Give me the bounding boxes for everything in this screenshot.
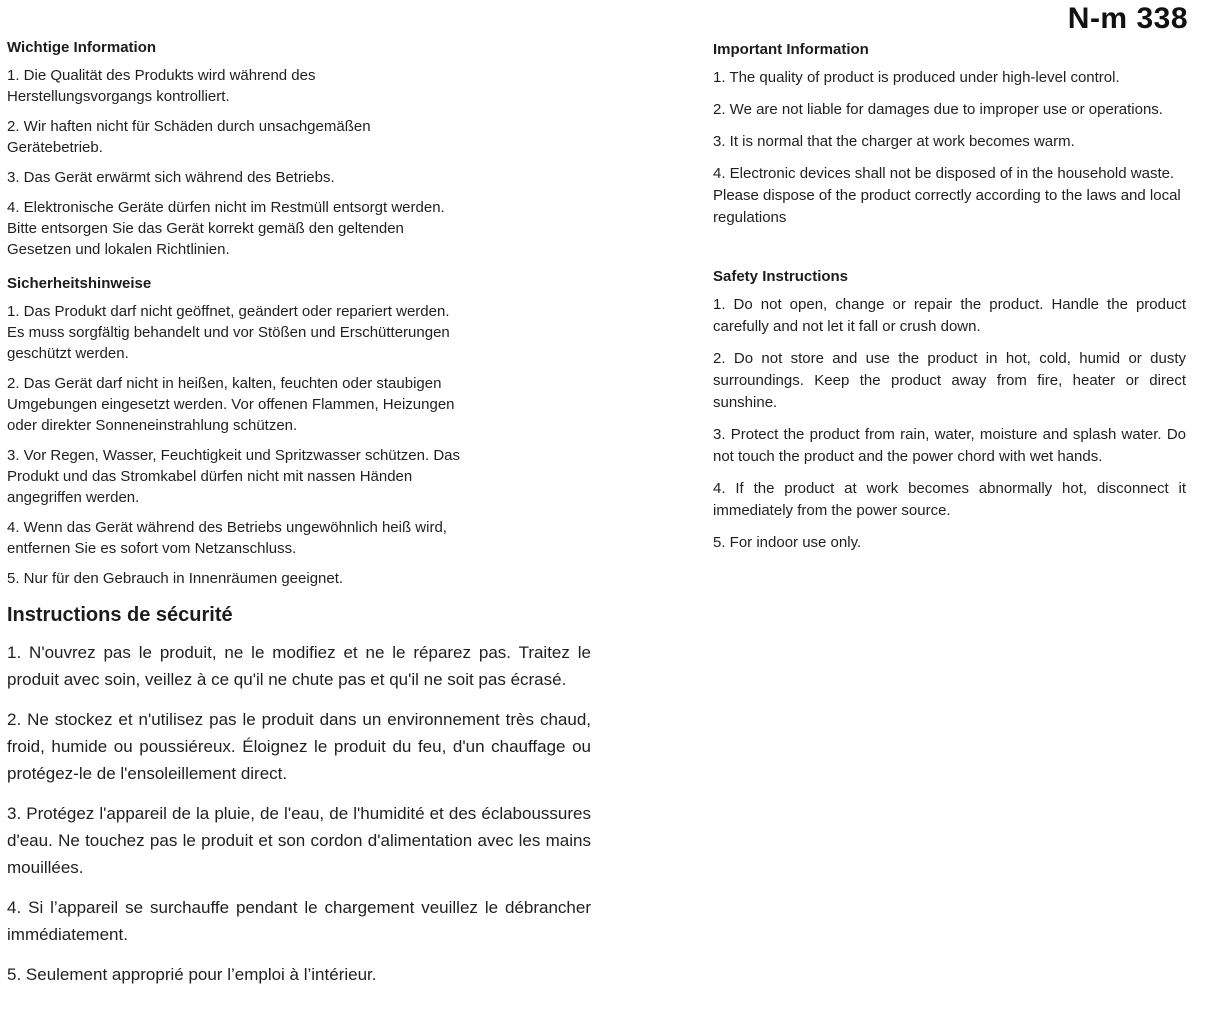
instruction-item: 2. We are not liable for damages due to improper use or operations. (713, 101, 1163, 118)
instruction-item: 3. Protect the product from rain, water, moisture and splash water. Do not touch the product and the power chord with wet hands. (713, 426, 1186, 465)
section-heading: Instructions de sécurité (7, 604, 233, 626)
section-fr-safety-instructions (7, 603, 591, 988)
model-number: N-m 338 (1067, 2, 1188, 35)
column-left (7, 38, 591, 1001)
instruction-item: 1. Das Produkt darf nicht geöffnet, geändert oder repariert werden. Es muss sorgfältig behandelt und vor Stößen und Erschütterungen geschützt werden. (7, 303, 450, 362)
instruction-item: 1. Do not open, change or repair the product. Handle the product carefully and not let it fall or crush down. (713, 296, 1186, 335)
section-heading: Wichtige Information (7, 39, 157, 56)
instruction-item: 4. If the product at work becomes abnormally hot, disconnect it immediately from the power source. (713, 480, 1186, 519)
instruction-item: 4. Electronic devices shall not be disposed of in the household waste. Please dispose of the product correctly according to the laws and local regulations (713, 165, 1181, 226)
instruction-item: 3. Vor Regen, Wasser, Feuchtigkeit und Spritzwasser schützen. Das Produkt und das Stromkabel dürfen nicht mit nassen Händen angegriffen werden. (7, 447, 460, 506)
instruction-item: 4. Si l’appareil se surchauffe pendant le chargement veuillez le débrancher immédiatement. (7, 898, 591, 944)
instruction-item: 1. The quality of product is produced under high-level control. (713, 69, 1120, 86)
column-right (713, 40, 1186, 564)
instruction-item: 1. Die Qualität des Produkts wird während des Herstellungsvorgangs kontrolliert. (7, 67, 316, 105)
instruction-item: 2. Wir haften nicht für Schäden durch unsachgemäßen Gerätebetrieb. (7, 118, 371, 156)
section-en-safety-instructions (713, 267, 1186, 554)
instruction-item: 4. Elektronische Geräte dürfen nicht im Restmüll entsorgt werden. Bitte entsorgen Sie das Gerät korrekt gemäß den geltenden Gesetzen und lokalen Richtlinien. (7, 199, 445, 258)
instruction-item: 3. It is normal that the charger at work becomes warm. (713, 133, 1075, 150)
section-heading: Sicherheitshinweise (7, 275, 152, 292)
section-de-important-information (7, 38, 462, 260)
instruction-item: 5. Nur für den Gebrauch in Innenräumen geeignet. (7, 570, 344, 587)
instruction-item: 1. N'ouvrez pas le produit, ne le modifiez et ne le réparez pas. Traitez le produit avec soin, veillez à ce qu'il ne chute pas et qu'il ne soit pas écrasé. (7, 643, 591, 689)
instruction-item: 5. For indoor use only. (713, 534, 862, 551)
section-en-important-information (713, 40, 1186, 229)
instruction-item: 5. Seulement approprié pour l’emploi à l’intérieur. (7, 965, 377, 984)
section-heading: Important Information (713, 41, 869, 58)
instruction-item: 2. Ne stockez et n'utilisez pas le produit dans un environnement très chaud, froid, humide ou poussiéreux. Éloignez le produit du feu, d'un chauffage ou protégez-le de l'ensoleillement direct. (7, 710, 591, 783)
instruction-item: 2. Das Gerät darf nicht in heißen, kalten, feuchten oder staubigen Umgebungen eingesetzt werden. Vor offenen Flammen, Heizungen oder direkter Sonneneinstrahlung schützen. (7, 375, 455, 434)
instruction-item: 4. Wenn das Gerät während des Betriebs ungewöhnlich heiß wird, entfernen Sie es sofort vom Netzanschluss. (7, 519, 447, 557)
section-heading: Safety Instructions (713, 268, 849, 285)
instruction-item: 3. Protégez l'appareil de la pluie, de l'eau, de l'humidité et des éclaboussures d'eau. Ne touchez pas le produit et son cordon d'alimentation avec les mains mouillées. (7, 804, 591, 877)
instruction-item: 2. Do not store and use the product in hot, cold, humid or dusty surroundings. Keep the product away from fire, heater or direct sunshine. (713, 350, 1186, 411)
instruction-item: 3. Das Gerät erwärmt sich während des Betriebs. (7, 169, 335, 186)
section-de-safety-instructions (7, 274, 462, 589)
